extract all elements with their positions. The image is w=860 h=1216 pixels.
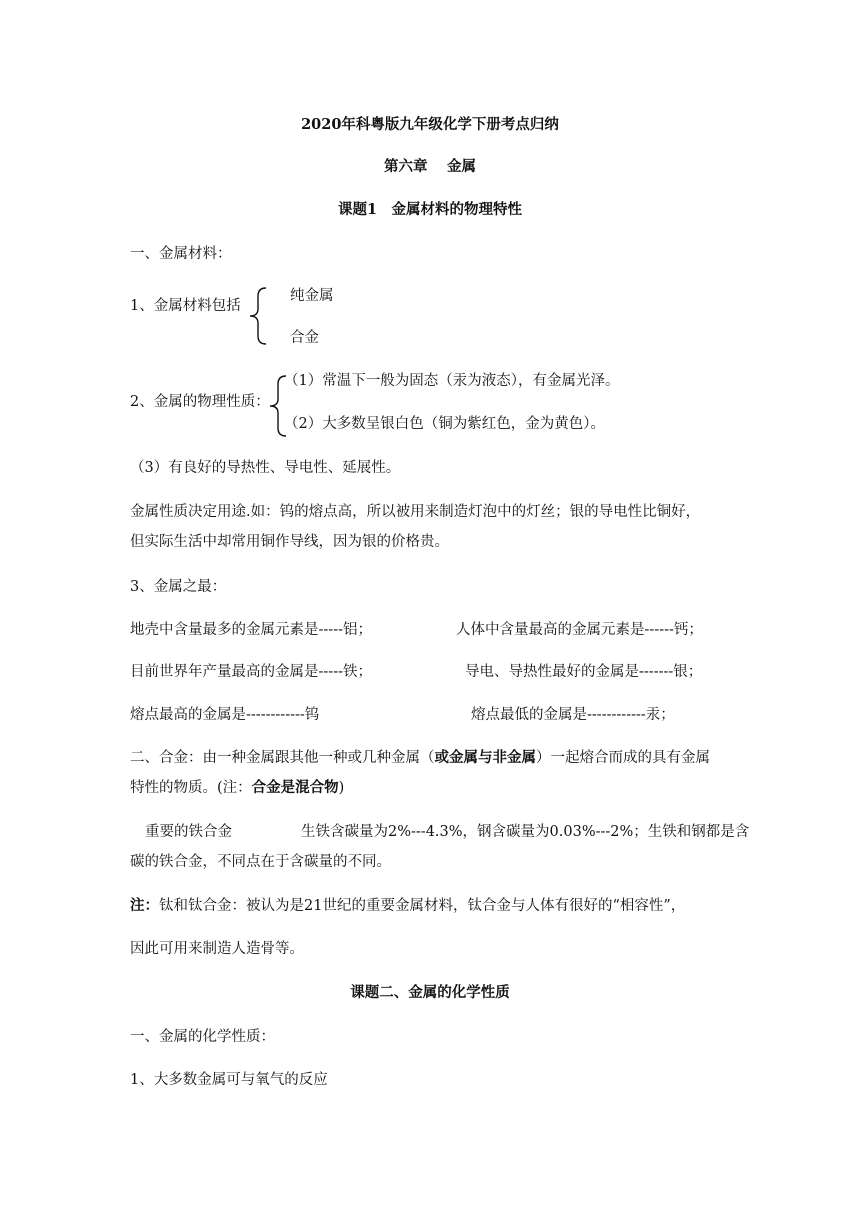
lesson2-heading: 课题二、金属的化学性质	[350, 984, 510, 1001]
alloy-definition-line2	[130, 778, 344, 798]
alloy-text-b: ）一起熔合而成的具有金属	[536, 750, 710, 766]
item1-option-alloy: 合金	[290, 330, 319, 346]
note-text-1: 钛和钛合金：被认为是21世纪的重要金属材料，钛合金与人体有很好的“相容性”，	[159, 898, 686, 914]
section1-heading: 一、金属材料：	[130, 246, 232, 262]
superlative-left: 熔点最高的金属是------------钨	[130, 707, 320, 723]
alloy-text-d: )	[338, 780, 345, 796]
note-line1	[130, 896, 685, 916]
note-label: 注：	[130, 897, 159, 914]
lesson1-heading: 课题1 金属材料的物理特性	[337, 201, 523, 218]
item1-option-pure-metal: 纯金属	[290, 288, 334, 304]
item1-label: 1、金属材料包括	[130, 298, 241, 314]
item2-property-1: （1）常温下一般为固态（汞为液态），有金属光泽。	[284, 373, 620, 389]
iron-alloy-text-line1: 生铁含碳量为2%---4.3%，钢含碳量为0.03%---2%；生铁和钢都是含	[301, 824, 750, 840]
paragraph-use-line1: 金属性质决定用途.如：钨的熔点高，所以被用来制造灯泡中的灯丝；银的导电性比铜好，	[130, 504, 701, 520]
alloy-definition-line1	[130, 748, 710, 768]
alloy-text-a: 二、合金：由一种金属跟其他一种或几种金属（	[130, 750, 435, 766]
alloy-text-c: 特性的物质。(注：	[130, 780, 252, 796]
note-line2: 因此可用来制造人造骨等。	[130, 941, 304, 957]
superlative-left: 地壳中含量最多的金属元素是-----铝；	[130, 622, 372, 638]
item2-property-2: （2）大多数呈银白色（铜为紫红色，金为黄色）。	[284, 416, 605, 432]
item2-label: 2、金属的物理性质：	[130, 394, 270, 410]
alloy-bold-metal-nonmetal: 或金属与非金属	[434, 749, 536, 766]
paragraph-use-line2: 但实际生活中却常用铜作导线，因为银的价格贵。	[130, 534, 449, 550]
superlative-right: 熔点最低的金属是------------汞；	[471, 707, 675, 723]
iron-alloy-text-line2: 碳的铁合金，不同点在于含碳量的不同。	[130, 854, 391, 870]
item2-property-3: （3）有良好的导热性、导电性、延展性。	[130, 460, 401, 476]
alloy-bold-mixture: 合金是混合物	[251, 779, 339, 796]
superlative-right: 人体中含量最高的金属元素是------钙；	[456, 622, 703, 638]
document-title: 2020年科粤版九年级化学下册考点归纳	[301, 116, 559, 133]
superlative-right: 导电、导热性最好的金属是-------银；	[465, 664, 703, 680]
iron-alloy-label: 重要的铁合金	[145, 824, 232, 840]
item3-heading: 3、金属之最：	[130, 579, 227, 595]
chapter-heading: 第六章 金属	[383, 158, 477, 175]
section2-item1: 1、大多数金属可与氧气的反应	[130, 1072, 328, 1088]
section2-heading: 一、金属的化学性质：	[130, 1029, 275, 1045]
item1-brace-icon	[246, 287, 268, 345]
superlative-left: 目前世界年产量最高的金属是-----铁；	[130, 664, 372, 680]
